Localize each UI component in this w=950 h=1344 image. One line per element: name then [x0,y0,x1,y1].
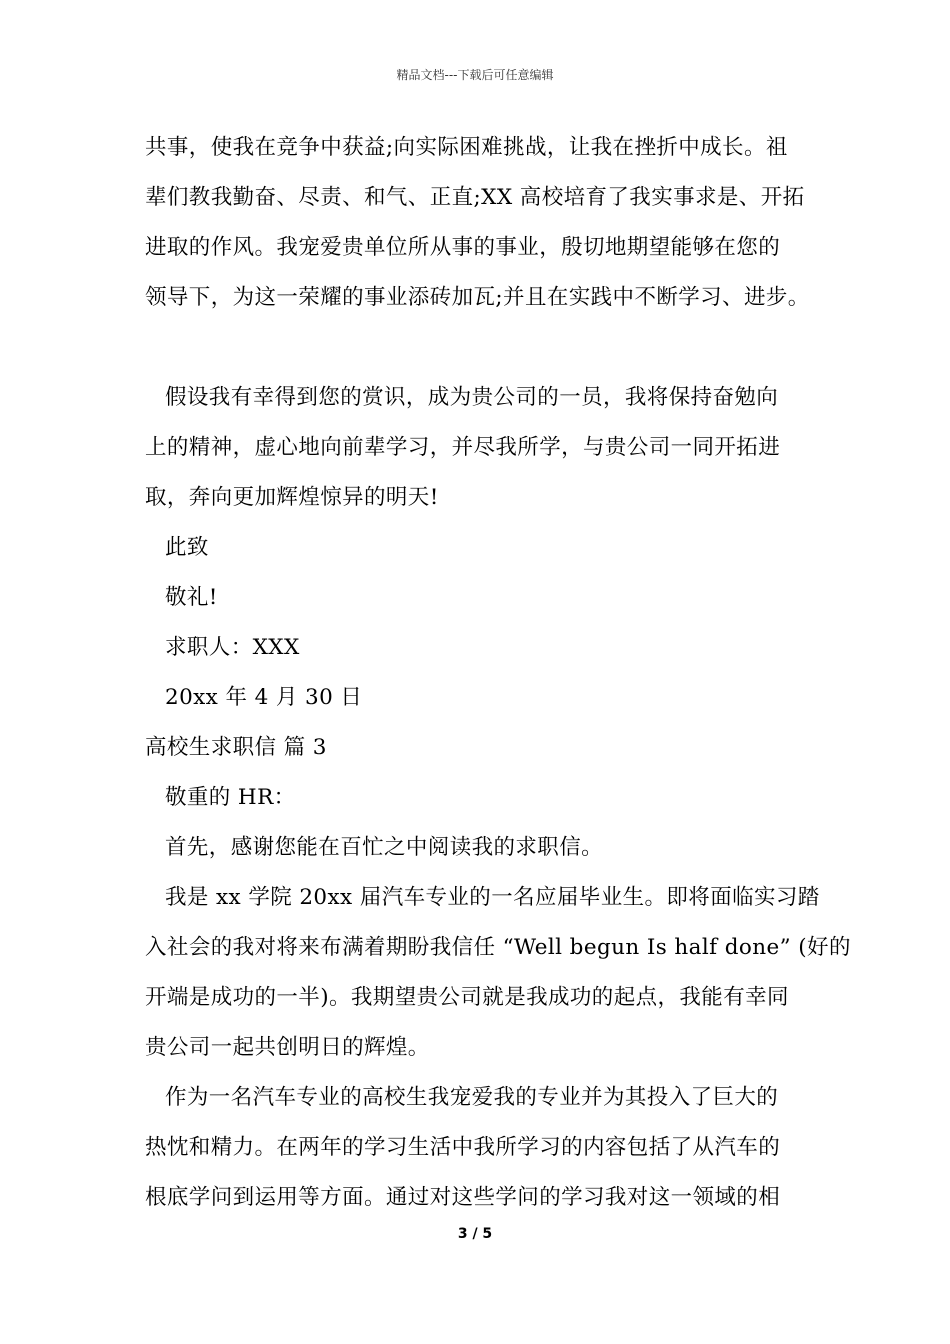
paragraph [145,878,851,1078]
salutation: 敬礼! [165,585,218,610]
text-line: 辈们教我勤奋、尽责、和气、正直;XX 高校培育了我实事求是、开拓 [145,185,805,210]
letter-greeting: 敬重的 HR： [165,785,296,810]
blank-line [145,328,813,378]
section-title: 高校生求职信 篇 3 [145,735,327,760]
text-line: 共事，使我在竞争中获益;向实际困难挑战，让我在挫折中成长。祖 [145,135,788,160]
text-line: 根底学问到运用等方面。通过对这些学问的学习我对这一领域的相 [145,1185,781,1210]
applicant-signature: 求职人：XXX [165,635,300,660]
text-line: 作为一名汽车专业的高校生我宠爱我的专业并为其投入了巨大的 [165,1085,779,1110]
page-header: 精品文档---下载后可任意编辑 [396,68,554,82]
text-line: 开端是成功的一半)。我期望贵公司就是我成功的起点，我能有幸同 [145,985,789,1010]
text-line: 入社会的我对将来布满着期盼我信任 “Well begun Is half done” (好的 [145,935,851,960]
document-body [145,128,851,1228]
text-line: 取，奔向更加辉煌惊异的明天! [145,485,439,510]
text-line: 热忱和精力。在两年的学习生活中我所学习的内容包括了从汽车的 [145,1135,781,1160]
page-number: 3 / 5 [457,1226,493,1242]
text-line: 我是 xx 学院 20xx 届汽车专业的一名应届毕业生。即将面临实习踏 [165,885,820,910]
letter-date: 20xx 年 4 月 30 日 [165,685,363,710]
closing-phrase: 此致 [165,535,209,560]
text-line: 上的精神，虚心地向前辈学习，并尽我所学，与贵公司一同开拓进 [145,435,781,460]
text-line: 首先，感谢您能在百忙之中阅读我的求职信。 [165,835,604,860]
paragraph [145,128,813,328]
text-line: 进取的作风。我宠爱贵单位所从事的事业，殷切地期望能够在您的 [145,235,781,260]
paragraph [145,1078,813,1228]
paragraph [145,378,813,528]
text-line: 贵公司一起共创明日的辉煌。 [145,1035,430,1060]
text-line: 假设我有幸得到您的赏识，成为贵公司的一员，我将保持奋勉向 [165,385,779,410]
text-line: 领导下，为这一荣耀的事业添砖加瓦;并且在实践中不断学习、进步。 [145,285,810,310]
